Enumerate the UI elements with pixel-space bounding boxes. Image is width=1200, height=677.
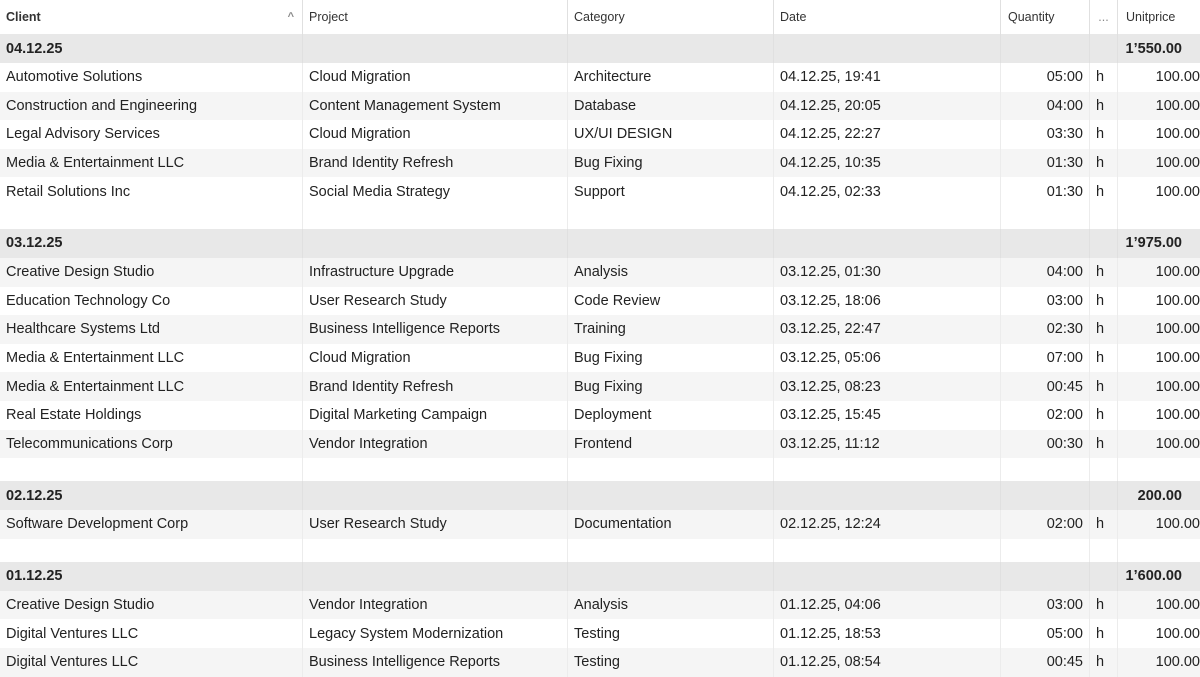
cell-unit: h (1089, 315, 1117, 344)
cell-quantity: 02:00 (1000, 510, 1089, 539)
cell-unitprice: 100.00 (1117, 619, 1200, 648)
column-header-unit[interactable]: ... (1089, 0, 1117, 34)
table-row[interactable] (0, 401, 1200, 430)
cell-unit: h (1089, 510, 1117, 539)
spacer-cell (1117, 206, 1200, 229)
spacer-cell (302, 206, 567, 229)
cell-date: 02.12.25, 12:24 (773, 510, 1000, 539)
cell-project: Digital Marketing Campaign (302, 401, 567, 430)
cell-unit: h (1089, 401, 1117, 430)
cell-unit: h (1089, 287, 1117, 316)
group-cell (1089, 229, 1117, 258)
cell-unitprice: 100.00 (1117, 258, 1200, 287)
cell-unitprice: 100.00 (1117, 591, 1200, 620)
cell-client: Creative Design Studio (6, 264, 155, 281)
group-cell (567, 34, 773, 63)
spacer-cell (773, 539, 1000, 562)
cell-client: Media & Entertainment LLC (6, 350, 185, 367)
group-date: 04.12.25 (6, 40, 63, 57)
group-cell (1000, 34, 1089, 63)
cell-unit: h (1089, 344, 1117, 373)
cell-project: Brand Identity Refresh (302, 149, 567, 178)
cell-unitprice: 100.00 (1117, 287, 1200, 316)
cell-category: Architecture (567, 63, 773, 92)
column-header-project[interactable]: Project (302, 0, 567, 34)
cell-quantity: 03:30 (1000, 120, 1089, 149)
cell-category: UX/UI DESIGN (567, 120, 773, 149)
cell-category: Bug Fixing (567, 372, 773, 401)
cell-category: Training (567, 315, 773, 344)
cell-project: Infrastructure Upgrade (302, 258, 567, 287)
group-spacer (0, 206, 1200, 229)
spacer-cell (0, 458, 302, 481)
table-row[interactable] (0, 315, 1200, 344)
cell-unit: h (1089, 591, 1117, 620)
spacer-cell (0, 539, 302, 562)
cell-category: Code Review (567, 287, 773, 316)
spacer-cell (302, 539, 567, 562)
spacer-cell (1000, 206, 1089, 229)
cell-client: Legal Advisory Services (6, 126, 160, 143)
column-header-client[interactable] (0, 0, 302, 34)
cell-date: 04.12.25, 19:41 (773, 63, 1000, 92)
spacer-cell (1000, 539, 1089, 562)
cell-date: 04.12.25, 22:27 (773, 120, 1000, 149)
group-total: 1’975.00 (1117, 229, 1200, 258)
group-cell (1089, 562, 1117, 591)
spacer-cell (567, 539, 773, 562)
cell-category: Support (567, 177, 773, 206)
spacer-cell (0, 206, 302, 229)
cell-quantity: 04:00 (1000, 92, 1089, 121)
cell-client: Construction and Engineering (6, 97, 198, 114)
cell-date: 04.12.25, 02:33 (773, 177, 1000, 206)
cell-project: Cloud Migration (302, 63, 567, 92)
cell-client: Software Development Corp (6, 516, 189, 533)
group-cell (773, 229, 1000, 258)
group-date: 02.12.25 (6, 487, 63, 504)
table-header (0, 0, 1200, 34)
cell-project: Business Intelligence Reports (302, 648, 567, 677)
group-header-row[interactable] (0, 481, 1200, 510)
cell-project: Business Intelligence Reports (302, 315, 567, 344)
cell-project: Social Media Strategy (302, 177, 567, 206)
cell-client: Education Technology Co (6, 292, 171, 309)
cell-client: Real Estate Holdings (6, 407, 142, 424)
group-date: 01.12.25 (6, 568, 63, 585)
cell-unitprice: 100.00 (1117, 372, 1200, 401)
cell-date: 03.12.25, 18:06 (773, 287, 1000, 316)
cell-quantity: 02:30 (1000, 315, 1089, 344)
spacer-cell (1117, 539, 1200, 562)
cell-unitprice: 100.00 (1117, 120, 1200, 149)
group-cell (1000, 562, 1089, 591)
group-total: 200.00 (1117, 481, 1200, 510)
cell-unit: h (1089, 92, 1117, 121)
cell-category: Analysis (567, 258, 773, 287)
cell-date: 03.12.25, 15:45 (773, 401, 1000, 430)
table-row[interactable] (0, 510, 1200, 539)
cell-client: Media & Entertainment LLC (6, 378, 185, 395)
spacer-cell (1089, 206, 1117, 229)
spacer-cell (1089, 458, 1117, 481)
cell-unitprice: 100.00 (1117, 149, 1200, 178)
cell-category: Database (567, 92, 773, 121)
spacer-cell (1000, 458, 1089, 481)
cell-unitprice: 100.00 (1117, 63, 1200, 92)
group-total: 1’600.00 (1117, 562, 1200, 591)
group-cell (1089, 481, 1117, 510)
group-cell (773, 481, 1000, 510)
cell-category: Testing (567, 648, 773, 677)
spacer-cell (567, 206, 773, 229)
cell-quantity: 02:00 (1000, 401, 1089, 430)
spacer-cell (1089, 539, 1117, 562)
cell-date: 03.12.25, 01:30 (773, 258, 1000, 287)
cell-unitprice: 100.00 (1117, 315, 1200, 344)
table-row[interactable] (0, 430, 1200, 459)
cell-quantity: 05:00 (1000, 619, 1089, 648)
cell-project: Cloud Migration (302, 344, 567, 373)
cell-quantity: 07:00 (1000, 344, 1089, 373)
cell-date: 01.12.25, 04:06 (773, 591, 1000, 620)
cell-unit: h (1089, 258, 1117, 287)
sort-ascending-icon[interactable]: ^ (287, 11, 294, 23)
table-row[interactable] (0, 372, 1200, 401)
cell-client: Automotive Solutions (6, 69, 143, 86)
cell-client: Digital Ventures LLC (6, 654, 139, 671)
column-header-unitprice[interactable]: Unitprice (1117, 0, 1200, 34)
spacer-cell (773, 206, 1000, 229)
cell-unitprice: 100.00 (1117, 177, 1200, 206)
cell-quantity: 01:30 (1000, 149, 1089, 178)
table-row[interactable] (0, 619, 1200, 648)
cell-quantity: 01:30 (1000, 177, 1089, 206)
cell-client: Media & Entertainment LLC (6, 155, 185, 172)
group-cell (773, 562, 1000, 591)
group-cell (302, 229, 567, 258)
group-date: 03.12.25 (6, 235, 63, 252)
group-spacer (0, 539, 1200, 562)
cell-client: Creative Design Studio (6, 597, 155, 614)
cell-unit: h (1089, 63, 1117, 92)
cell-unitprice: 100.00 (1117, 510, 1200, 539)
column-header-category[interactable]: Category (567, 0, 773, 34)
cell-unit: h (1089, 619, 1117, 648)
group-header-row[interactable] (0, 229, 1200, 258)
cell-unitprice: 100.00 (1117, 430, 1200, 459)
cell-project: User Research Study (302, 287, 567, 316)
table-row[interactable] (0, 92, 1200, 121)
spacer-cell (302, 458, 567, 481)
cell-date: 03.12.25, 08:23 (773, 372, 1000, 401)
group-cell (567, 481, 773, 510)
group-header-row[interactable] (0, 34, 1200, 63)
cell-date: 01.12.25, 08:54 (773, 648, 1000, 677)
group-cell (1089, 34, 1117, 63)
cell-unit: h (1089, 372, 1117, 401)
group-total: 1’550.00 (1117, 34, 1200, 63)
cell-quantity: 05:00 (1000, 63, 1089, 92)
table-row[interactable] (0, 648, 1200, 677)
cell-date: 04.12.25, 10:35 (773, 149, 1000, 178)
cell-category: Bug Fixing (567, 344, 773, 373)
cell-client: Healthcare Systems Ltd (6, 321, 160, 338)
cell-category: Documentation (567, 510, 773, 539)
group-cell (302, 481, 567, 510)
group-cell (302, 562, 567, 591)
cell-quantity: 04:00 (1000, 258, 1089, 287)
column-header-quantity[interactable]: Quantity (1000, 0, 1089, 34)
group-header-row[interactable] (0, 562, 1200, 591)
table-row[interactable] (0, 258, 1200, 287)
column-header-date[interactable]: Date (773, 0, 1000, 34)
table-row[interactable] (0, 591, 1200, 620)
cell-project: Content Management System (302, 92, 567, 121)
cell-quantity: 00:45 (1000, 648, 1089, 677)
cell-category: Testing (567, 619, 773, 648)
group-cell (567, 562, 773, 591)
group-cell (773, 34, 1000, 63)
table-row[interactable] (0, 120, 1200, 149)
cell-unitprice: 100.00 (1117, 648, 1200, 677)
cell-unit: h (1089, 149, 1117, 178)
cell-category: Deployment (567, 401, 773, 430)
cell-quantity: 03:00 (1000, 287, 1089, 316)
spacer-cell (773, 458, 1000, 481)
cell-date: 04.12.25, 20:05 (773, 92, 1000, 121)
group-cell (567, 229, 773, 258)
table-row[interactable] (0, 177, 1200, 206)
spacer-cell (567, 458, 773, 481)
cell-project: Cloud Migration (302, 120, 567, 149)
cell-quantity: 03:00 (1000, 591, 1089, 620)
group-cell (1000, 481, 1089, 510)
cell-project: Vendor Integration (302, 430, 567, 459)
table-row[interactable] (0, 344, 1200, 373)
cell-category: Analysis (567, 591, 773, 620)
cell-unitprice: 100.00 (1117, 92, 1200, 121)
column-label: Client (6, 10, 41, 24)
cell-project: Brand Identity Refresh (302, 372, 567, 401)
cell-project: Legacy System Modernization (302, 619, 567, 648)
table-body (0, 34, 1200, 677)
cell-date: 03.12.25, 11:12 (773, 430, 1000, 459)
cell-client: Telecommunications Corp (6, 435, 173, 452)
cell-client: Retail Solutions Inc (6, 183, 131, 200)
cell-unitprice: 100.00 (1117, 344, 1200, 373)
table-row[interactable] (0, 63, 1200, 92)
cell-date: 03.12.25, 05:06 (773, 344, 1000, 373)
cell-unit: h (1089, 430, 1117, 459)
cell-project: Vendor Integration (302, 591, 567, 620)
group-cell (1000, 229, 1089, 258)
group-spacer (0, 458, 1200, 481)
table-row[interactable] (0, 149, 1200, 178)
cell-date: 03.12.25, 22:47 (773, 315, 1000, 344)
group-cell (302, 34, 567, 63)
cell-quantity: 00:45 (1000, 372, 1089, 401)
cell-client: Digital Ventures LLC (6, 625, 139, 642)
cell-unit: h (1089, 120, 1117, 149)
cell-unitprice: 100.00 (1117, 401, 1200, 430)
table-row[interactable] (0, 287, 1200, 316)
cell-category: Frontend (567, 430, 773, 459)
cell-date: 01.12.25, 18:53 (773, 619, 1000, 648)
cell-unit: h (1089, 648, 1117, 677)
spacer-cell (1117, 458, 1200, 481)
cell-quantity: 00:30 (1000, 430, 1089, 459)
cell-category: Bug Fixing (567, 149, 773, 178)
cell-project: User Research Study (302, 510, 567, 539)
cell-unit: h (1089, 177, 1117, 206)
